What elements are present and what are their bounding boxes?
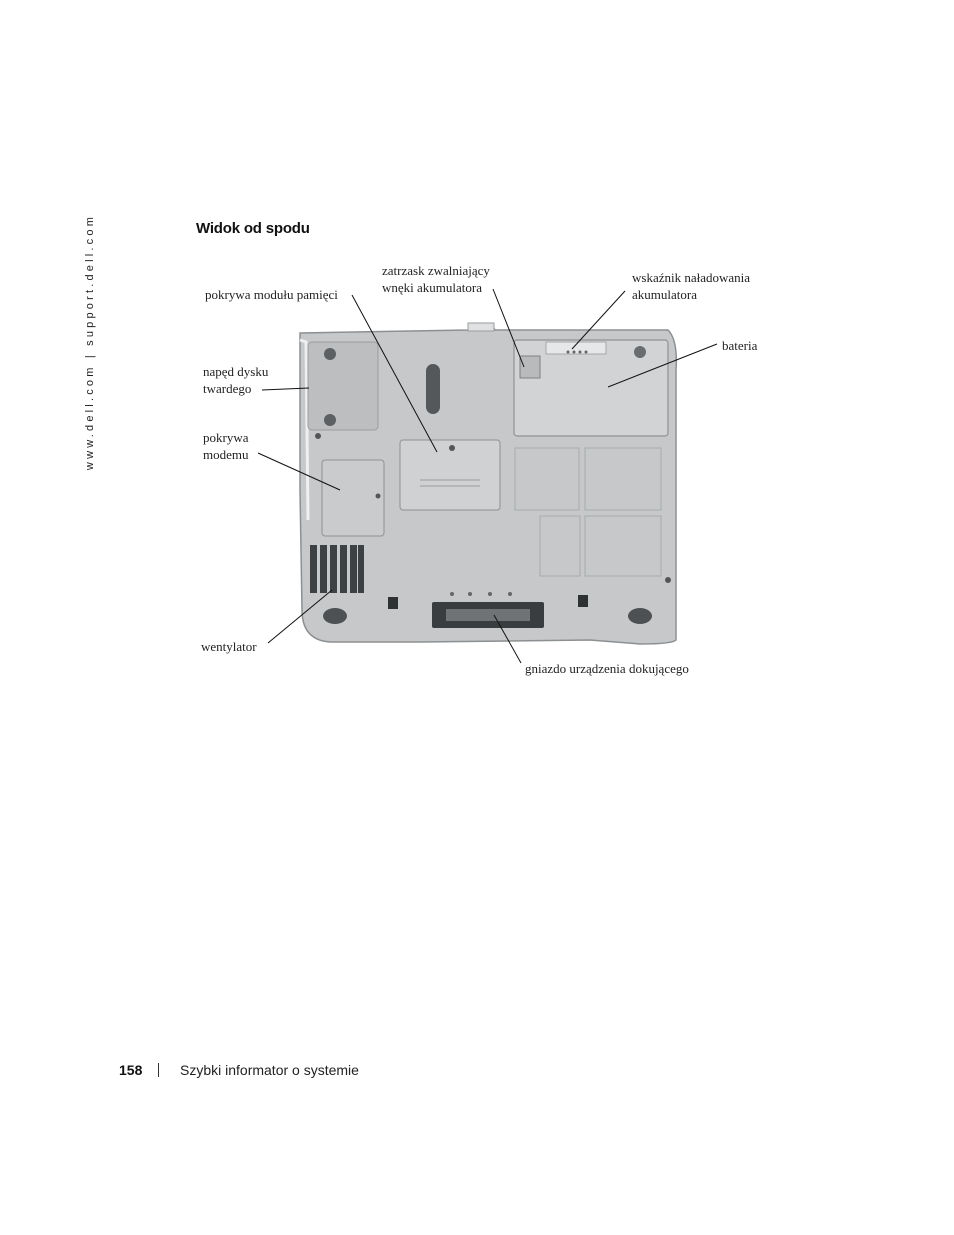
callout-battery-latch-line1: zatrzask zwalniający: [382, 263, 490, 278]
callout-modem-line1: pokrywa: [203, 430, 249, 445]
callout-hard-drive-line2: twardego: [203, 381, 252, 396]
callout-battery-latch-line2: wnęki akumulatora: [382, 280, 482, 295]
callout-modem-line2: modemu: [203, 447, 249, 462]
callout-charge-gauge-line1: wskaźnik naładowania: [632, 270, 751, 285]
hard-drive-bay: [308, 342, 378, 430]
memory-cover: [400, 440, 500, 510]
callout-charge-gauge-line2: akumulatora: [632, 287, 697, 302]
callout-fan: wentylator: [201, 639, 257, 654]
callout-docking-connector: gniazdo urządzenia dokującego: [525, 661, 689, 676]
section-title: Widok od spodu: [196, 220, 310, 237]
callout-memory-cover: pokrywa modułu pamięci: [205, 287, 338, 302]
page-number: 158: [119, 1062, 143, 1078]
modem-cover: [322, 460, 384, 536]
footer-title: Szybki informator o systemie: [180, 1062, 359, 1078]
footer-divider: [158, 1063, 159, 1077]
callout-battery: bateria: [722, 338, 758, 353]
sidebar-url-text: www.dell.com | support.dell.com: [84, 213, 96, 471]
callout-hard-drive-line1: napęd dysku: [203, 364, 269, 379]
rubber-foot: [426, 364, 440, 414]
